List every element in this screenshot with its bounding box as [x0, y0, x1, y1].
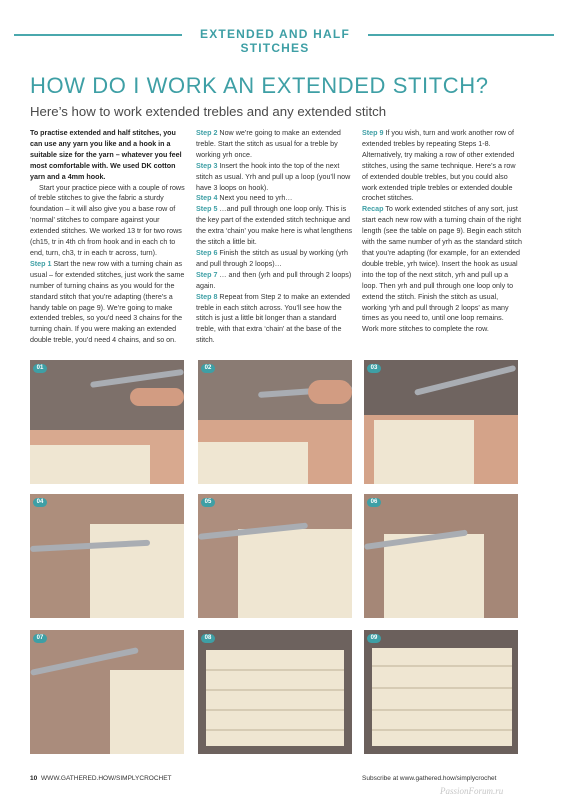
photo-badge: 01 — [33, 364, 47, 373]
step-7 — [196, 270, 356, 292]
photo-step-4 — [30, 494, 184, 618]
recap — [362, 204, 522, 335]
footer-left — [30, 775, 172, 782]
step-label: Step 1 — [30, 259, 52, 268]
photo-badge: 03 — [367, 364, 381, 373]
intro-body: Start your practice piece with a couple of rows of treble stitches to give the fabric a sturdy foundation – it will also give you a base row of ‘normal’ stitches to compare against your extended stitches. We worked 13 tr for two rows (ch15, tr in 4th ch from hook and in each ch to end, turn, ch3, tr in each tr across, turn). — [30, 183, 185, 257]
column-2 — [196, 128, 356, 346]
watermark: PassionForum.ru — [440, 786, 504, 796]
footer-url[interactable]: WWW.GATHERED.HOW/SIMPLYCROCHET — [41, 775, 172, 782]
step-text: Next you need to yrh… — [219, 194, 293, 203]
step-8 — [196, 292, 356, 347]
photo-image — [364, 360, 518, 484]
photo-step-6 — [364, 494, 518, 618]
header-rule-left — [14, 34, 182, 36]
column-3 — [362, 128, 522, 335]
step-5 — [196, 204, 356, 248]
step-text: Finish the stitch as usual by working (yrh and pull through 2 loops)… — [196, 248, 349, 268]
intro-lead: To practise extended and half stitches, you can use any yarn you like and a hook in a suitable size for the yarn – whatever you feel most comfortable with. We used DK cotton yarn and a 4mm hook. — [30, 129, 182, 181]
page-subtitle: Here’s how to work extended trebles and any extended stitch — [30, 104, 387, 119]
photo-badge: 02 — [201, 364, 215, 373]
step-label: Step 4 — [196, 194, 218, 203]
step-text: If you wish, turn and work another row of extended trebles by repeating Steps 1-8. Alternatively, try making a row of other extended stitches, using the same technique. Here’s a row of extended double trebles, but you could also work extended triple trebles or extended double crochet stitches. — [362, 129, 516, 203]
step-2 — [196, 128, 356, 161]
column-1 — [30, 128, 190, 346]
step-label: Step 3 — [196, 161, 218, 170]
photo-step-1 — [30, 360, 184, 484]
step-text: Insert the hook into the top of the next stitch as usual. Yrh and pull up a loop (you’ll now have 3 loops on hook). — [196, 161, 351, 192]
photo-badge: 04 — [33, 498, 47, 507]
step-label: Step 6 — [196, 248, 218, 257]
recap-text: To work extended stitches of any sort, just start each new row with a turning chain of the right length (see the table on page 9). Begin each stitch with the same number of yrh as the standard stitch that you’re adapting (for example, for an extended double treble, yrh twice). Insert the hook as usual into the top of the next stitch, yrh and pull up a loop. Then yrh and pull through one loop only to extend the stitch. Finish the stitch as usual, working ‘yrh and pull through 2 loops’ as many times as you need to, until one loop remains. Work more stitches to complete the row. — [362, 205, 522, 334]
photo-step-9 — [364, 630, 518, 754]
step-label: Step 8 — [196, 292, 218, 301]
step-6 — [196, 248, 356, 270]
photo-step-8 — [198, 630, 352, 754]
step-text: …and pull through one loop only. This is the key part of the extended stitch technique and the extra ‘chain’ you make here is what lengthens the stitch a little bit. — [196, 205, 353, 247]
header-rule-right — [368, 34, 554, 36]
photo-step-5 — [198, 494, 352, 618]
page-number: 10 — [30, 775, 38, 782]
photo-step-3 — [364, 360, 518, 484]
photo-badge: 06 — [367, 498, 381, 507]
recap-label: Recap — [362, 205, 384, 214]
photo-badge: 09 — [367, 634, 381, 643]
step-text: Now we’re going to make an extended treble. Start the stitch as usual for a treble by working yrh once. — [196, 129, 341, 159]
step-text: Repeat from Step 2 to make an extended treble in each stitch across. You’ll see how the stitch is just a little bit longer than a standard treble, with that extra ‘chain’ at the base of the stitch. — [196, 292, 351, 345]
photo-step-7 — [30, 630, 184, 754]
photo-badge: 08 — [201, 634, 215, 643]
step-3 — [196, 161, 356, 194]
section-header — [0, 24, 566, 55]
photo-image — [364, 494, 518, 618]
step-1 — [30, 259, 190, 346]
step-text: Start the new row with a turning chain as usual – for extended stitches, just work the same number of turning chains as you would for the standard stitch that you’re adapting (there’s a handy table on page 9). We’re going to make extended trebles, so you’d need 3 chains for the turning chain. If you were making an extended double treble, you’d need 4 chains, and so on. — [30, 259, 185, 345]
footer-subscribe[interactable]: Subscribe at www.gathered.how/simplycrochet — [362, 775, 497, 782]
step-text: … and then (yrh and pull through 2 loops) again. — [196, 270, 352, 290]
photo-image — [198, 494, 352, 618]
section-title: EXTENDED AND HALF STITCHES — [200, 27, 350, 55]
photo-badge: 05 — [201, 498, 215, 507]
photo-badge: 07 — [33, 634, 47, 643]
step-label: Step 2 — [196, 129, 218, 137]
photo-image — [198, 360, 352, 484]
photo-image — [30, 360, 184, 484]
photo-image — [198, 630, 352, 754]
step-label: Step 5 — [196, 205, 218, 214]
step-label: Step 7 — [196, 270, 218, 279]
step-9 — [362, 128, 522, 204]
photo-image — [364, 630, 518, 754]
step-label: Step 9 — [362, 129, 384, 137]
photo-step-2 — [198, 360, 352, 484]
step-4 — [196, 193, 356, 204]
page-title: HOW DO I WORK AN EXTENDED STITCH? — [30, 73, 489, 98]
photo-image — [30, 630, 184, 754]
photo-image — [30, 494, 184, 618]
